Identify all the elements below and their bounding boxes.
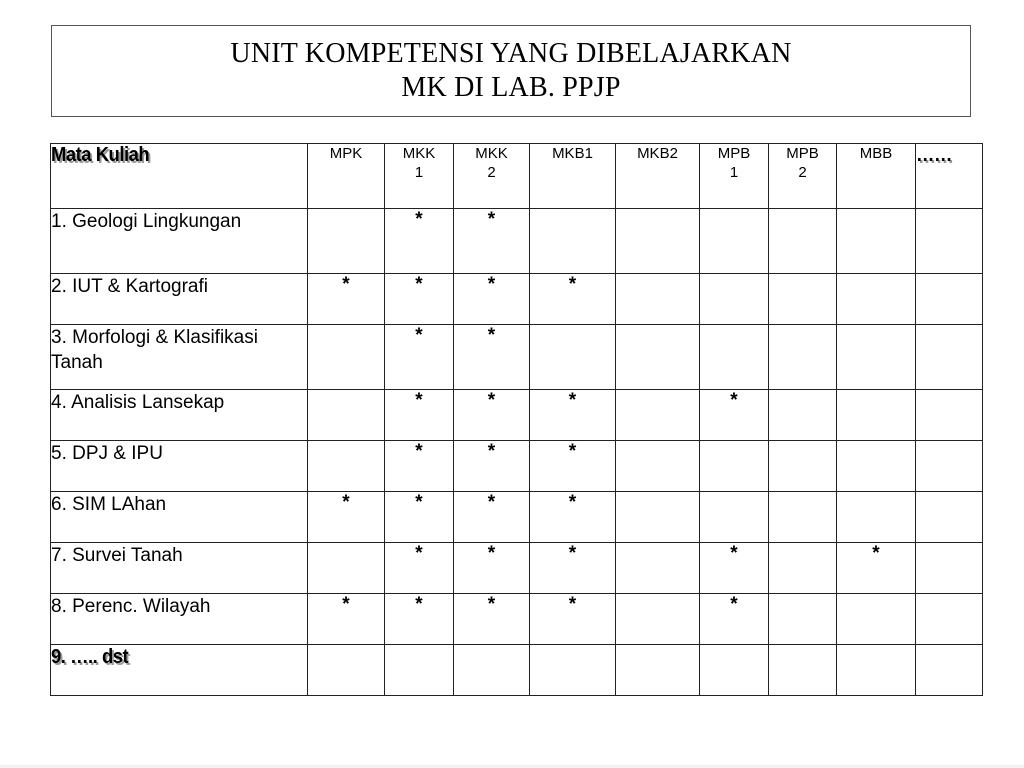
mark-cell	[700, 209, 769, 274]
mark-cell	[530, 209, 616, 274]
mark-cell	[837, 441, 916, 492]
col-label: MBB	[859, 145, 893, 162]
table-row	[51, 209, 983, 274]
mark-cell	[616, 209, 700, 274]
mark-cell: *	[385, 492, 454, 543]
mark-cell	[616, 492, 700, 543]
course-cell	[51, 209, 308, 274]
mark-cell	[385, 645, 454, 696]
mark-cell: *	[530, 492, 616, 543]
table-header-row	[51, 144, 983, 209]
col-label: MPB	[786, 145, 819, 162]
course-name: 8. Perenc. Wilayah	[51, 596, 211, 617]
mark-cell: *	[385, 543, 454, 594]
table-body	[51, 209, 983, 696]
mark-cell: *	[385, 441, 454, 492]
mark-cell	[769, 390, 837, 441]
mark-cell	[616, 441, 700, 492]
mark-cell	[616, 390, 700, 441]
mark-cell: *	[454, 594, 530, 645]
competency-table	[50, 143, 983, 696]
mark-cell: *	[454, 390, 530, 441]
col-label: MPK	[329, 145, 363, 162]
header-mpb1	[700, 144, 769, 209]
mark-cell	[916, 325, 983, 390]
mark-cell: *	[454, 543, 530, 594]
mark-cell: *	[530, 543, 616, 594]
mark-cell: *	[700, 543, 769, 594]
course-cell	[51, 325, 308, 390]
mark-cell	[769, 325, 837, 390]
col-label: MKB1	[552, 145, 593, 162]
header-more	[916, 144, 983, 209]
mark-cell	[837, 594, 916, 645]
mata-kuliah-label: Mata Kuliah	[51, 144, 150, 166]
mark-cell: *	[385, 594, 454, 645]
mark-cell	[769, 492, 837, 543]
course-cell	[51, 492, 308, 543]
course-cell	[51, 441, 308, 492]
course-cell	[51, 274, 308, 325]
mark-cell	[700, 441, 769, 492]
header-mkk2	[454, 144, 530, 209]
mark-cell	[530, 645, 616, 696]
mark-cell: *	[530, 390, 616, 441]
mark-cell	[454, 645, 530, 696]
mark-cell	[769, 645, 837, 696]
mark-cell	[837, 209, 916, 274]
mark-cell: *	[454, 209, 530, 274]
mark-cell: *	[385, 209, 454, 274]
course-name: 1. Geologi Lingkungan	[51, 211, 242, 232]
mark-cell: *	[530, 594, 616, 645]
mark-cell	[769, 274, 837, 325]
header-mpb2	[769, 144, 837, 209]
header-mkb2	[616, 144, 700, 209]
header-mpk	[308, 144, 385, 209]
mark-cell	[837, 274, 916, 325]
mark-cell	[308, 645, 385, 696]
table-row	[51, 325, 983, 390]
mark-cell	[916, 594, 983, 645]
course-cell	[51, 543, 308, 594]
table-row	[51, 543, 983, 594]
col-label-sub: 1	[414, 164, 424, 181]
col-label-sub: 2	[487, 164, 496, 181]
col-label: MKB2	[637, 145, 678, 162]
mark-cell	[308, 543, 385, 594]
table-row	[51, 492, 983, 543]
mark-cell	[916, 390, 983, 441]
course-name: 9. ….. dst	[51, 646, 129, 668]
mark-cell	[916, 492, 983, 543]
mark-cell: *	[385, 274, 454, 325]
mark-cell	[530, 325, 616, 390]
course-cell	[51, 594, 308, 645]
course-name: 7. Survei Tanah	[51, 545, 183, 566]
mark-cell: *	[530, 441, 616, 492]
header-mata-kuliah	[51, 144, 308, 209]
title-line-2: MK DI LAB. PPJP	[401, 72, 621, 103]
mark-cell	[916, 441, 983, 492]
table-row	[51, 441, 983, 492]
mark-cell	[769, 209, 837, 274]
mark-cell: *	[454, 325, 530, 390]
mark-cell: *	[385, 325, 454, 390]
col-label: MKK	[475, 145, 508, 162]
mark-cell	[308, 441, 385, 492]
mark-cell	[916, 645, 983, 696]
mark-cell	[700, 325, 769, 390]
mark-cell	[616, 645, 700, 696]
mark-cell	[308, 325, 385, 390]
mark-cell: *	[700, 594, 769, 645]
mark-cell	[616, 543, 700, 594]
title-box	[51, 25, 971, 117]
table-row	[51, 594, 983, 645]
mark-cell	[616, 274, 700, 325]
mark-cell: *	[454, 441, 530, 492]
header-mbb	[837, 144, 916, 209]
mark-cell: *	[308, 492, 385, 543]
mark-cell	[916, 209, 983, 274]
col-label: MPB	[717, 145, 751, 162]
mark-cell: *	[385, 390, 454, 441]
course-cell	[51, 390, 308, 441]
col-label: ……	[916, 144, 952, 166]
mark-cell	[837, 492, 916, 543]
title-line-1: UNIT KOMPETENSI YANG DIBELAJARKAN	[230, 38, 792, 69]
header-mkb1	[530, 144, 616, 209]
mark-cell: *	[308, 274, 385, 325]
mark-cell: *	[530, 274, 616, 325]
header-mkk1	[385, 144, 454, 209]
mark-cell	[837, 325, 916, 390]
mark-cell	[837, 645, 916, 696]
course-name: 5. DPJ & IPU	[51, 443, 163, 464]
mark-cell	[700, 492, 769, 543]
mark-cell: *	[700, 390, 769, 441]
mark-cell	[308, 390, 385, 441]
mark-cell: *	[454, 274, 530, 325]
course-name: 3. Morfologi & Klasifikasi Tanah	[51, 327, 258, 373]
mark-cell	[769, 441, 837, 492]
mark-cell	[837, 390, 916, 441]
mark-cell: *	[308, 594, 385, 645]
mark-cell	[769, 543, 837, 594]
col-label-sub: 2	[798, 164, 807, 181]
course-name: 2. IUT & Kartografi	[51, 276, 208, 297]
mark-cell: *	[837, 543, 916, 594]
mark-cell	[700, 274, 769, 325]
table-row	[51, 645, 983, 696]
course-name: 6. SIM LAhan	[51, 494, 167, 515]
mark-cell	[616, 325, 700, 390]
course-cell	[51, 645, 308, 696]
mark-cell	[916, 274, 983, 325]
mark-cell	[616, 594, 700, 645]
course-name: 4. Analisis Lansekap	[51, 392, 225, 413]
mark-cell: *	[454, 492, 530, 543]
mark-cell	[916, 543, 983, 594]
mark-cell	[308, 209, 385, 274]
table-row	[51, 274, 983, 325]
mark-cell	[700, 645, 769, 696]
mark-cell	[769, 594, 837, 645]
col-label: MKK	[402, 145, 436, 162]
col-label-sub: 1	[729, 164, 739, 181]
table-row	[51, 390, 983, 441]
